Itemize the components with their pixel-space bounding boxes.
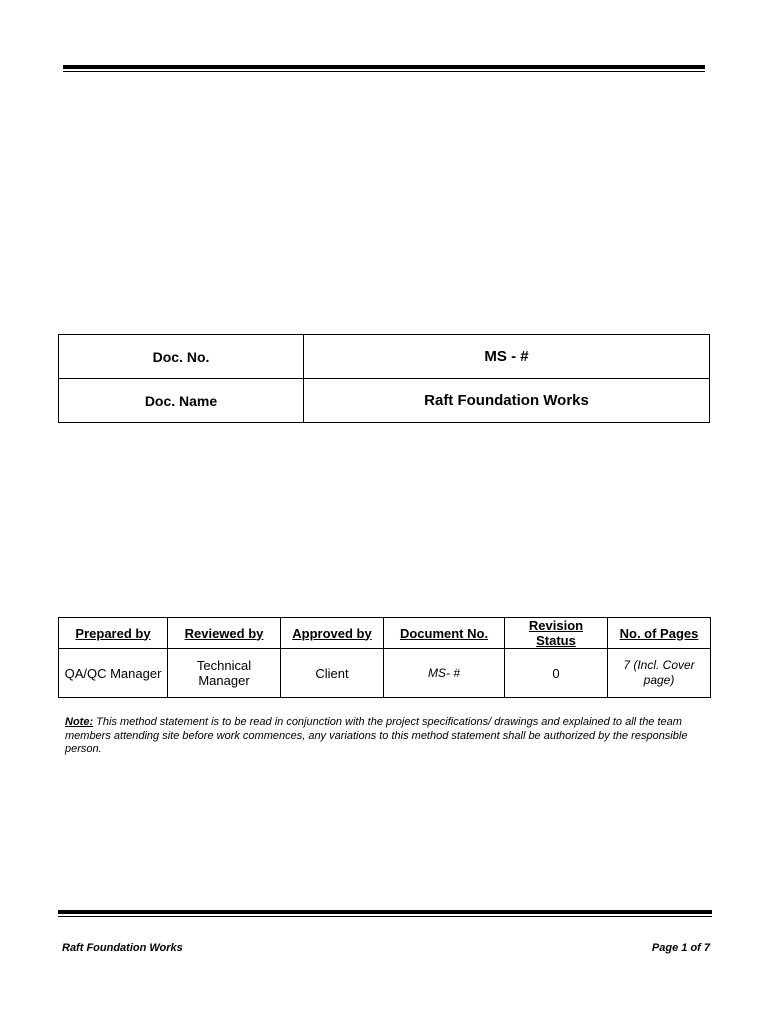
footer-page-number: Page 1 of 7 bbox=[651, 942, 710, 954]
approval-header-row bbox=[59, 618, 711, 649]
header-document-no: Document No. bbox=[384, 618, 505, 649]
header-rule-thick bbox=[63, 65, 705, 69]
doc-name-label: Doc. Name bbox=[59, 379, 304, 423]
footer-rule-thick bbox=[58, 910, 712, 914]
note-text: This method statement is to be read in conjunction with the project specifications/ drawings and explained to all the team members attending site before work commences, any variations to this method statement shall be authorized by the responsible person. bbox=[65, 716, 688, 755]
value-prepared-by: QA/QC Manager bbox=[59, 649, 168, 698]
header-no-of-pages: No. of Pages bbox=[608, 618, 711, 649]
doc-no-row bbox=[59, 335, 710, 379]
footer-document-title: Raft Foundation Works bbox=[62, 942, 183, 954]
value-revision-status: 0 bbox=[505, 649, 608, 698]
header-rule-thin bbox=[63, 71, 705, 72]
value-document-no: MS- # bbox=[384, 649, 505, 698]
value-no-of-pages: 7 (Incl. Cover page) bbox=[608, 649, 711, 698]
header-prepared-by: Prepared by bbox=[59, 618, 168, 649]
document-info-table bbox=[58, 334, 710, 423]
header-revision-status: Revision Status bbox=[505, 618, 608, 649]
note-label: Note: bbox=[65, 716, 94, 728]
value-approved-by: Client bbox=[281, 649, 384, 698]
approval-value-row bbox=[59, 649, 711, 698]
footer-rule-thin bbox=[58, 916, 712, 917]
approval-table bbox=[58, 617, 711, 698]
doc-no-label: Doc. No. bbox=[59, 335, 304, 379]
header-reviewed-by: Reviewed by bbox=[168, 618, 281, 649]
header-approved-by: Approved by bbox=[281, 618, 384, 649]
doc-name-value: Raft Foundation Works bbox=[304, 379, 710, 423]
doc-no-value: MS - # bbox=[304, 335, 710, 379]
note-paragraph bbox=[65, 716, 705, 757]
doc-name-row bbox=[59, 379, 710, 423]
value-reviewed-by: Technical Manager bbox=[168, 649, 281, 698]
